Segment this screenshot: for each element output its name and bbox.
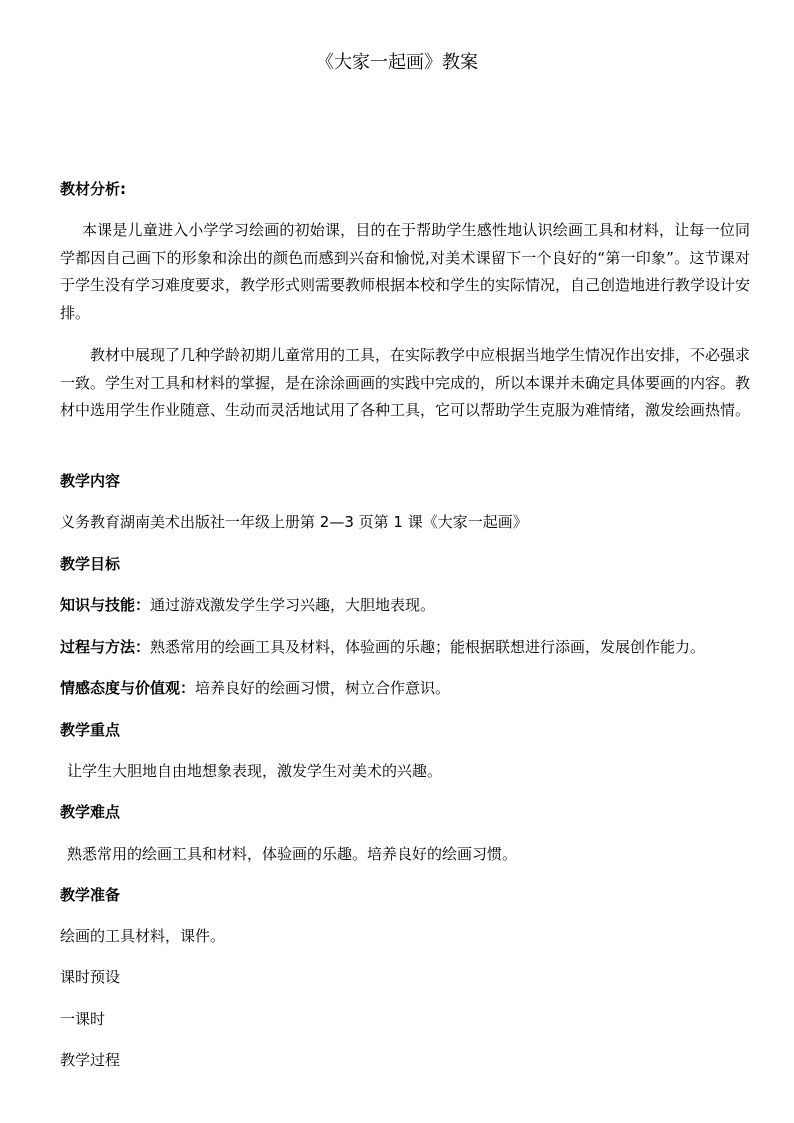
heading-difficulties: 教学难点 — [60, 803, 121, 821]
goal-process-methods — [60, 635, 750, 659]
preparation-text: 绘画的工具材料，课件。 — [60, 927, 226, 945]
goal-label: 知识与技能： — [60, 596, 151, 614]
goal-knowledge-skills — [60, 593, 750, 617]
content-text: 义务教育湖南美术出版社一年级上册第 2—3 页第 1 课《大家一起画》 — [60, 513, 528, 531]
goal-text: 培养良好的绘画习惯，树立合作意识。 — [195, 679, 451, 697]
heading-key-points: 教学重点 — [60, 721, 121, 739]
difficulties-text: 熟悉常用的绘画工具和材料，体验画的乐趣。培养良好的绘画习惯。 — [67, 845, 518, 863]
key-points-text: 让学生大胆地自由地想象表现，激发学生对美术的兴趣。 — [67, 762, 443, 780]
paragraph-analysis-1: 本课是儿童进入小学学习绘画的初始课，目的在于帮助学生感性地认识绘画工具和材料，让每一位同学都因自己画下的形象和涂出的颜色而感到兴奋和愉悦,对美术课留下一个良好的“第一印象”。这节课对于学生没有学习难度要求，教学形式则需要教师根据本校和学生的实际情况，自己创造地进行教学设计安排。 — [60, 221, 751, 322]
heading-teaching-process: 教学过程 — [60, 1051, 121, 1069]
heading-class-hours: 课时预设 — [60, 968, 121, 986]
goal-label: 过程与方法： — [60, 638, 151, 656]
goal-text: 熟悉常用的绘画工具及材料，体验画的乐趣；能根据联想进行添画，发展创作能力。 — [150, 638, 706, 656]
goal-attitude-values — [60, 676, 750, 700]
heading-analysis: 教材分析: — [60, 180, 126, 198]
goal-text: 通过游戏激发学生学习兴趣，大胆地表现。 — [150, 596, 436, 614]
heading-content: 教学内容 — [60, 472, 121, 490]
heading-preparation: 教学准备 — [60, 886, 121, 904]
document-title: 《大家一起画》教案 — [316, 52, 478, 73]
paragraph-analysis-2: 教材中展现了几种学龄初期儿童常用的工具，在实际教学中应根据当地学生情况作出安排，不必强求一致。学生对工具和材料的掌握，是在涂涂画画的实践中完成的，所以本课并未确定具体要画的内容。教材中选用学生作业随意、生动而灵活地试用了各种工具，它可以帮助学生克服为难情绪，激发绘画热情。 — [60, 346, 751, 419]
goal-label: 情感态度与价值观： — [60, 679, 196, 697]
heading-goals: 教学目标 — [60, 555, 121, 573]
class-hours-text: 一课时 — [60, 1010, 106, 1028]
